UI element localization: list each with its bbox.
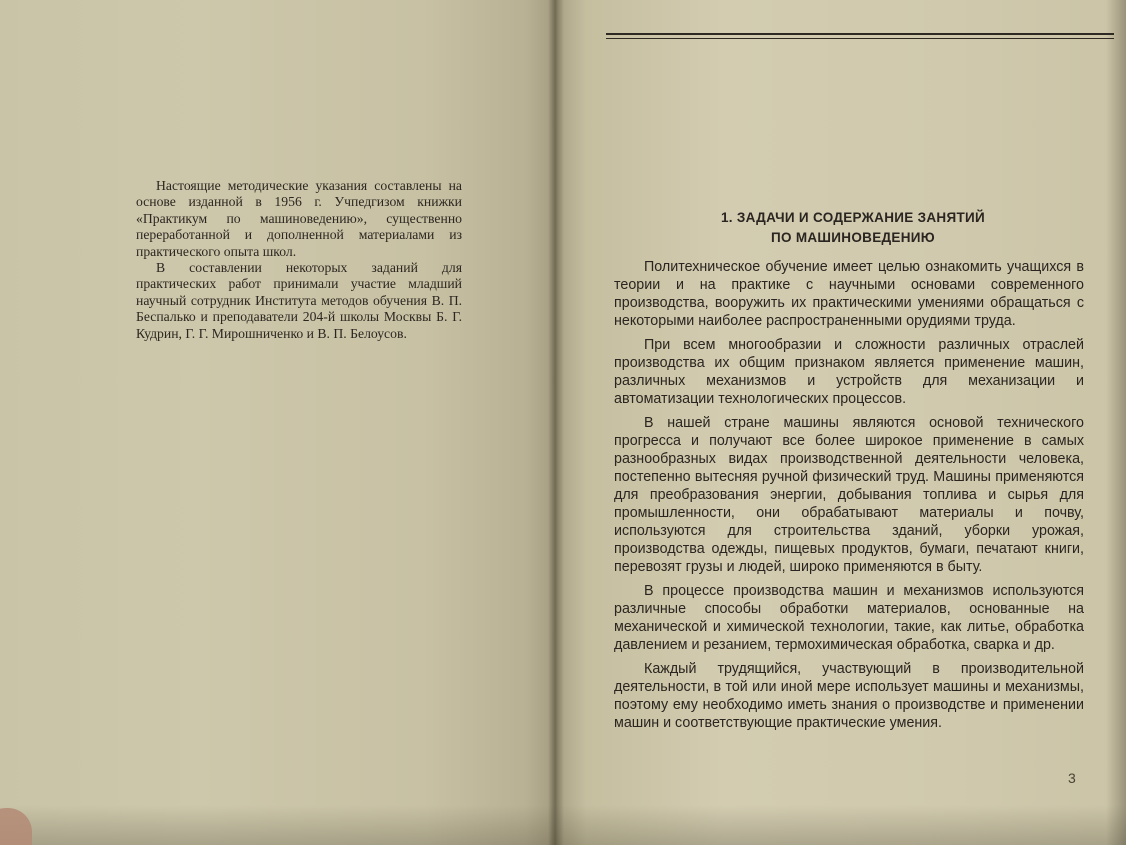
note-paragraph: Настоящие методические указания составлены на основе изданной в 1956 г. Учпедгизом книжки «Практикум по машиноведению», существенно переработанной и дополненной материалами из практического опыта школ. — [136, 178, 462, 259]
book-gutter — [548, 0, 564, 845]
page-edge-shadow — [1106, 0, 1126, 845]
preface-note — [136, 178, 462, 342]
body-paragraph: В процессе производства машин и механизмов используются различные способы обработки материалов, основанные на механической и химической технологии, такие, как литье, обработка давлением и резанием, термохимическая обработка, сварка и др. — [614, 583, 1084, 653]
header-rule-thin — [606, 38, 1114, 39]
chapter-heading — [620, 208, 1086, 248]
note-paragraph: В составлении некоторых заданий для практических работ принимали участие младший научный сотрудник Института методов обучения В. П. Беспалько и преподаватели 204-й школы Москвы Б. Г. Кудрин, Г. Г. Мирошниченко и В. П. Белоусов. — [136, 260, 462, 341]
body-paragraph: Каждый трудящийся, участвующий в производительной деятельности, в той или иной мере использует машины и механизмы, поэтому ему необходимо иметь знания о производстве и применении машин и соответствующие практические умения. — [614, 661, 1084, 731]
page-number: 3 — [1068, 770, 1076, 786]
body-paragraph: Политехническое обучение имеет целью ознакомить учащихся в теории и на практике с научными основами современного производства, вооружить их практическими умениями обращаться с некоторыми наиболее распространенными орудиями труда. — [614, 259, 1084, 329]
chapter-heading-line: 1. ЗАДАЧИ И СОДЕРЖАНИЕ ЗАНЯТИЙ — [720, 210, 986, 225]
body-paragraph: В нашей стране машины являются основой технического прогресса и получают все более широкое применение в самых разнообразных видах производственной деятельности человека, постепенно вытесняя ручной физический труд. Машины применяются для преобразования энергии, добывания топлива и сырья для промышленности, они обрабатывают материалы и почву, используются для строительства зданий, уборки урожая, производства одежды, пищевых продуктов, бумаги, печатают книги, перевозят грузы и людей, широко применяются в быту. — [614, 415, 1084, 575]
body-paragraph: При всем многообразии и сложности различных отраслей производства их общим признаком является применение машин, различных механизмов и устройств для механизации и автоматизации технологических процессов. — [614, 337, 1084, 407]
chapter-body — [614, 258, 1084, 738]
header-rule — [606, 33, 1114, 35]
chapter-heading-line: ПО МАШИНОВЕДЕНИЮ — [770, 230, 936, 245]
bottom-shadow — [0, 805, 1126, 845]
